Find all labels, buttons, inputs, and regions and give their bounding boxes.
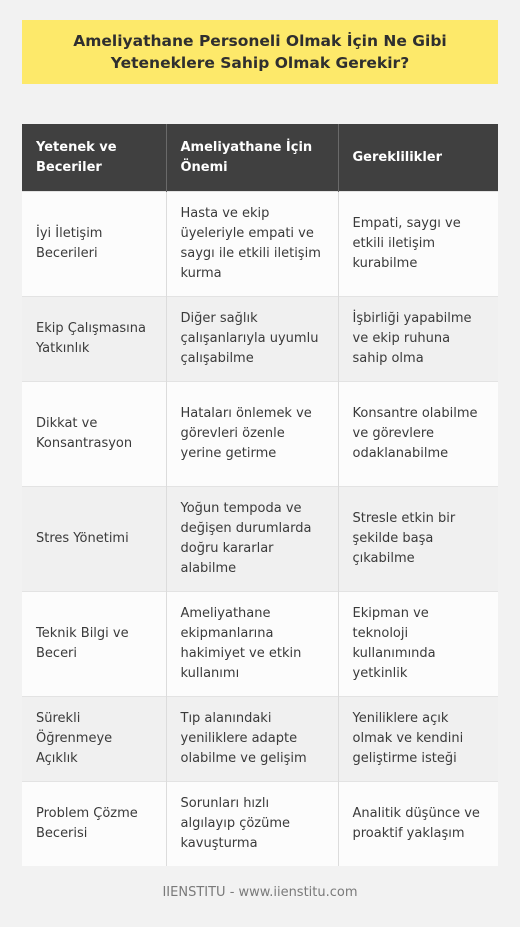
requirement-cell: Yeniliklere açık olmak ve kendini geliştirme isteği (338, 697, 498, 782)
header-requirements: Gereklilikler (338, 124, 498, 192)
importance-cell: Diğer sağlık çalışanlarıyla uyumlu çalışabilme (166, 297, 338, 382)
skill-cell: Stres Yönetimi (22, 487, 166, 592)
title-banner (22, 20, 498, 84)
table-row (22, 487, 498, 592)
skill-cell: Sürekli Öğrenmeye Açıklık (22, 697, 166, 782)
importance-cell: Tıp alanındaki yeniliklere adapte olabilme ve gelişim (166, 697, 338, 782)
header-skills: Yetenek ve Beceriler (22, 124, 166, 192)
importance-cell: Yoğun tempoda ve değişen durumlarda doğru kararlar alabilme (166, 487, 338, 592)
importance-cell: Ameliyathane ekipmanlarına hakimiyet ve etkin kullanımı (166, 592, 338, 697)
importance-cell: Sorunları hızlı algılayıp çözüme kavuşturma (166, 782, 338, 867)
table-row (22, 297, 498, 382)
requirement-cell: Stresle etkin bir şekilde başa çıkabilme (338, 487, 498, 592)
table-header (22, 124, 498, 192)
skill-cell: Dikkat ve Konsantrasyon (22, 382, 166, 487)
requirement-cell: Analitik düşünce ve proaktif yaklaşım (338, 782, 498, 867)
header-importance: Ameliyathane İçin Önemi (166, 124, 338, 192)
table-row (22, 382, 498, 487)
table-row (22, 592, 498, 697)
requirement-cell: İşbirliği yapabilme ve ekip ruhuna sahip olma (338, 297, 498, 382)
skill-cell: Teknik Bilgi ve Beceri (22, 592, 166, 697)
importance-cell: Hasta ve ekip üyeleriyle empati ve saygı ile etkili iletişim kurma (166, 192, 338, 297)
importance-cell: Hataları önlemek ve görevleri özenle yerine getirme (166, 382, 338, 487)
table-row (22, 697, 498, 782)
requirement-cell: Empati, saygı ve etkili iletişim kurabilme (338, 192, 498, 297)
table-row (22, 192, 498, 297)
skill-cell: Problem Çözme Becerisi (22, 782, 166, 867)
skill-cell: İyi İletişim Becerileri (22, 192, 166, 297)
page-title: Ameliyathane Personeli Olmak İçin Ne Gibi Yeteneklere Sahip Olmak Gerekir? (73, 32, 447, 72)
skill-cell: Ekip Çalışmasına Yatkınlık (22, 297, 166, 382)
header-row (22, 124, 498, 192)
requirement-cell: Ekipman ve teknoloji kullanımında yetkinlik (338, 592, 498, 697)
requirement-cell: Konsantre olabilme ve görevlere odaklanabilme (338, 382, 498, 487)
footer-credit: IIENSTITU - www.iienstitu.com (162, 885, 358, 900)
skills-table (22, 124, 498, 866)
table-body (22, 192, 498, 867)
table-row (22, 782, 498, 867)
